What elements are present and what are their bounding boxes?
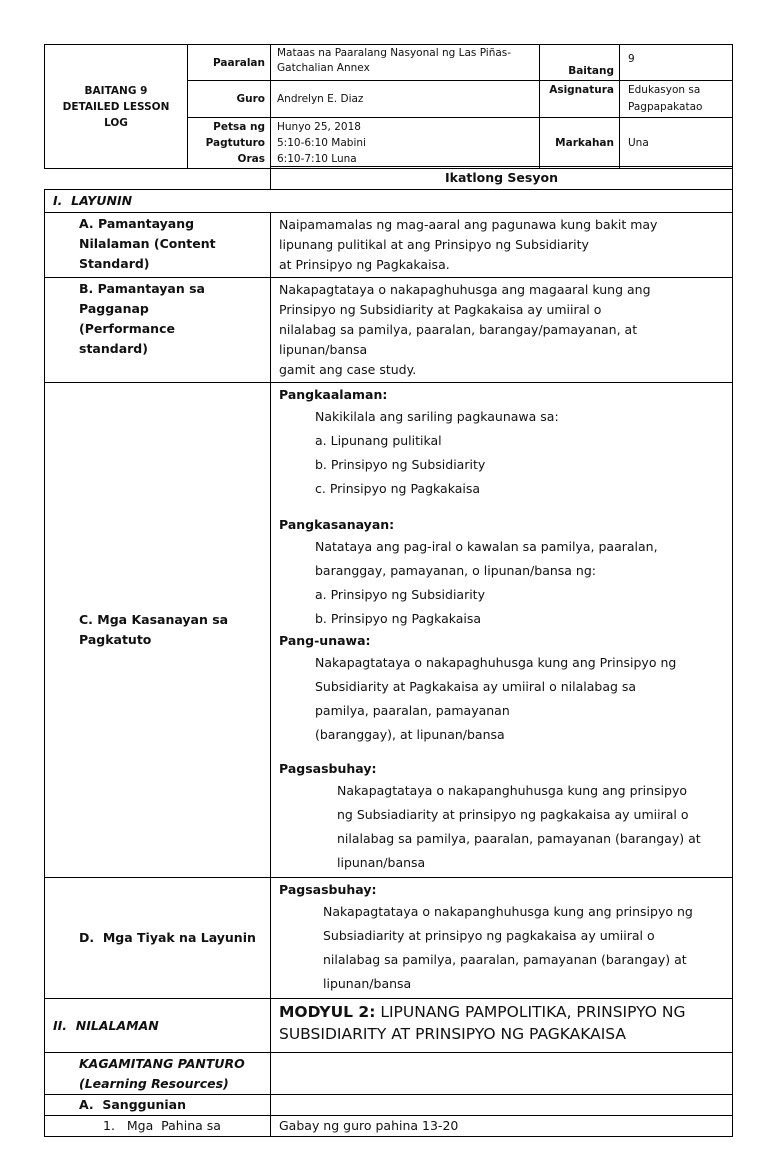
pangkaalaman-title: Pangkaalaman: xyxy=(279,387,388,402)
lesson-log-header xyxy=(44,44,733,169)
baitang-label: Baitang xyxy=(540,45,620,81)
mga-pahina-value: Gabay ng guro pahina 13-20 xyxy=(271,1116,733,1137)
asignatura-label: Asignatura xyxy=(540,81,620,118)
pangkaalaman-intro: Nakikilala ang sariling pagkaunawa sa: xyxy=(315,409,559,424)
tiyak-layunin-content xyxy=(271,878,733,999)
petsa-label: Petsa ng Pagtuturo Oras xyxy=(188,118,271,169)
pamantayang-nilalaman-value: Naipamamalas ng mag-aaral ang pagunawa kung bakit may lipunang pulitikal at ang Prinsipyo ng Subsidiarity at Prinsipyo ng Pagkakaisa. xyxy=(271,213,733,278)
pamantayang-nilalaman-label: A. Pamantayang Nilalaman (Content Standard) xyxy=(45,213,271,278)
guro-value: Andrelyn E. Diaz xyxy=(271,81,540,118)
tiyak-title: Pagsasbuhay: xyxy=(279,882,377,897)
kasanayan-label: C. Mga Kasanayan sa Pagkatuto xyxy=(45,383,271,878)
nilalaman-heading: II. NILALAMAN xyxy=(45,999,271,1053)
pangkaalaman-item: a. Lipunang pulitikal xyxy=(315,433,442,448)
pangkasanayan-title: Pangkasanayan: xyxy=(279,517,395,532)
pagsasabuhay-title: Pagsasbuhay: xyxy=(279,761,377,776)
pangkasanayan-item: b. Prinsipyo ng Pagkakaisa xyxy=(315,611,482,626)
session-title: Ikatlong Sesyon xyxy=(271,167,733,190)
log-title: BAITANG 9 DETAILED LESSON LOG xyxy=(45,45,188,169)
asignatura-value: Edukasyon sa Pagpapakatao xyxy=(620,81,733,118)
pangkaalaman-item: b. Prinsipyo ng Subsidiarity xyxy=(315,457,486,472)
sanggunian-label: A. Sanggunian xyxy=(45,1095,271,1116)
paaralan-value: Mataas na Paaralang Nasyonal ng Las Piñas-Gatchalian Annex xyxy=(271,45,540,81)
pangunawa-text: Nakapagtataya o nakapaghuhusga kung ang Prinsipyo ng Subsidiarity at Pagkakaisa ay umiiral o nilalabag sa pamilya, paaralan, pamayanan (baranggay), at lipunan/bansa xyxy=(315,655,677,742)
pangunawa-title: Pang-unawa: xyxy=(279,633,371,648)
modyul-content xyxy=(271,999,733,1053)
pangkasanayan-item: a. Prinsipyo ng Subsidiarity xyxy=(315,587,485,602)
tiyak-text: Nakapagtataya o nakapanghuhusga kung ang prinsipyo ng Subsiadiarity at prinsipyo ng pagkakaisa ay umiiral o nilalabag sa pamilya, paaralan, pamayanan (barangay) at lipunan/bansa xyxy=(323,904,693,991)
pamantayan-pagganap-label: B. Pamantayan sa Pagganap (Performance standard) xyxy=(45,278,271,383)
lesson-log-body xyxy=(44,166,733,1137)
pamantayan-pagganap-value: Nakapagtataya o nakapaghuhusga ang magaaral kung ang Prinsipyo ng Subsidiarity at Pagkakaisa ay umiiral o nilalabag sa pamilya, paaralan, barangay/pamayanan, at lipunan/bansa gamit ang case study. xyxy=(271,278,733,383)
modyul-label: MODYUL 2: xyxy=(279,1003,376,1021)
modyul-title: LIPUNANG PAMPOLITIKA, PRINSIPYO NG SUBSIDIARITY AT PRINSIPYO NG PAGKAKAISA xyxy=(279,1003,686,1043)
kagamitan-heading: KAGAMITANG PANTURO (Learning Resources) xyxy=(45,1053,271,1095)
pangkasanayan-intro: Natataya ang pag-iral o kawalan sa pamilya, paaralan, baranggay, pamayanan, o lipunan/bansa ng: xyxy=(315,539,658,578)
paaralan-label: Paaralan xyxy=(188,45,271,81)
markahan-label: Markahan xyxy=(540,118,620,169)
kasanayan-content xyxy=(271,383,733,878)
pagsasabuhay-text: Nakapagtataya o nakapanghuhusga kung ang prinsipyo ng Subsiadiarity at prinsipyo ng pagkakaisa ay umiiral o nilalabag sa pamilya, paaralan, pamayanan (barangay) at lipunan/bansa xyxy=(337,783,701,870)
layunin-heading: I. LAYUNIN xyxy=(45,190,733,213)
baitang-value: 9 xyxy=(620,45,733,81)
tiyak-layunin-label: D. Mga Tiyak na Layunin xyxy=(45,878,271,999)
pangkaalaman-item: c. Prinsipyo ng Pagkakaisa xyxy=(315,481,481,496)
guro-label: Guro xyxy=(188,81,271,118)
markahan-value: Una xyxy=(620,118,733,169)
mga-pahina-label: 1. Mga Pahina sa xyxy=(45,1116,271,1137)
petsa-value: Hunyo 25, 2018 5:10-6:10 Mabini 6:10-7:10 Luna xyxy=(271,118,540,169)
